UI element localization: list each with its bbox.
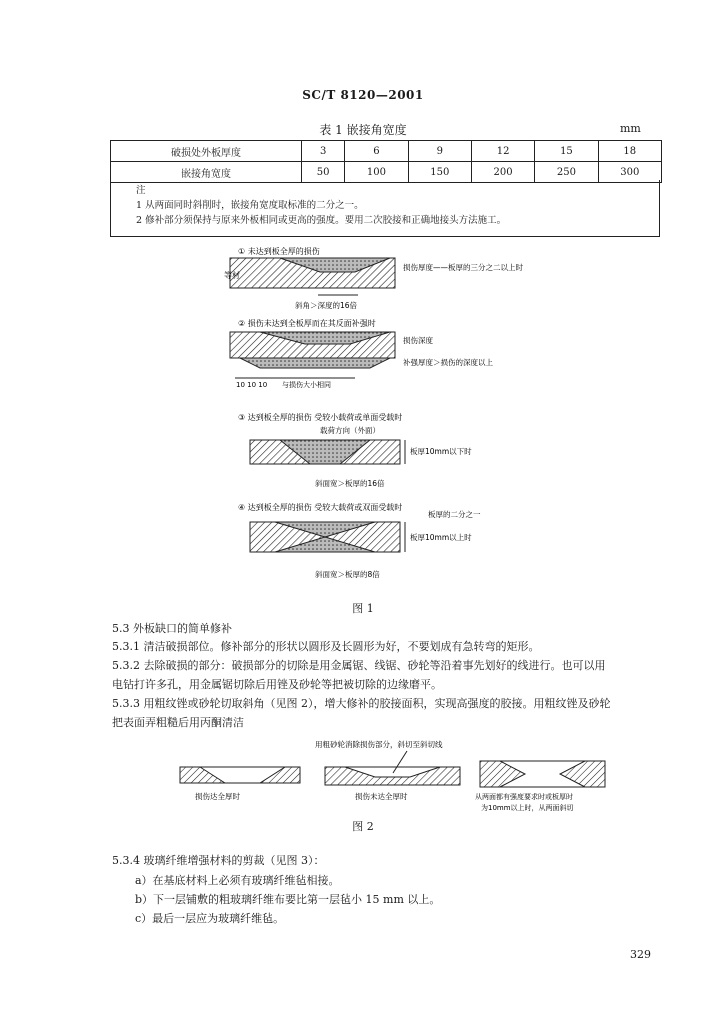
item-b: b）下一层铺敷的粗玻璃纤维布要比第一层毡小 15 mm 以上。 xyxy=(135,893,441,906)
row-label: 嵌接角宽度 xyxy=(111,162,302,183)
table-cell: 100 xyxy=(345,162,408,183)
d4-title: ④ 达到板全厚的损伤 受较大载荷或双面受载时 xyxy=(238,503,403,512)
table-cell: 6 xyxy=(345,141,408,162)
d1-left-label: 等材 xyxy=(224,271,240,280)
figure-2-caption: 图 2 xyxy=(352,820,374,833)
fig2-right-label-1: 从两面都有强度要求时或板厚时 xyxy=(475,793,573,801)
fig2-mid-label: 损伤未达全厚时 xyxy=(355,792,408,801)
d3-right-label: 板厚10mm以下时 xyxy=(410,447,472,456)
notes-title: 注 xyxy=(136,185,146,196)
d2-patch-label: 补强厚度＞损伤的深度以上 xyxy=(403,358,493,367)
table-cell: 50 xyxy=(302,162,345,183)
d2-title: ② 损伤未达到全板厚而在其反面补强时 xyxy=(238,319,376,328)
table-cell: 3 xyxy=(302,141,345,162)
table-cell: 12 xyxy=(471,141,534,162)
row-label: 破损处外板厚度 xyxy=(111,141,302,162)
section-5-3-4: 5.3.4 玻璃纤维增强材料的剪裁（见图 3）： xyxy=(112,854,325,867)
d2-depth-label: 损伤深度 xyxy=(403,336,433,345)
d1-right-label: 损伤厚度——板厚的三分之二以上时 xyxy=(403,263,523,272)
d3-bottom-label: 斜面宽＞板厚的16倍 xyxy=(315,479,385,488)
section-5-3-3-line2: 把表面弄粗糙后用丙酮清洁 xyxy=(112,716,244,729)
item-c: c）最后一层应为玻璃纤维毡。 xyxy=(135,912,285,925)
section-5-3: 5.3 外板缺口的简单修补 xyxy=(112,622,232,635)
d4-half-label: 板厚的二分之一 xyxy=(428,510,481,519)
fig2-left-label: 损伤达全厚时 xyxy=(195,792,240,801)
table-cell: 9 xyxy=(408,141,471,162)
table-cell: 250 xyxy=(535,162,598,183)
standard-number: SC/T 8120—2001 xyxy=(302,88,424,102)
figure-2-bevel-diagrams xyxy=(175,735,615,815)
fig2-right-label-2: 为10mm以上时，从两面斜切 xyxy=(481,804,574,812)
table-cell: 150 xyxy=(408,162,471,183)
table-cell: 300 xyxy=(598,162,661,183)
table-unit: mm xyxy=(620,122,641,135)
figure-1-caption: 图 1 xyxy=(352,602,374,615)
note-item: 2 修补部分须保持与原来外板相同或更高的强度。要用二次胶接和正确地接头方法施工。 xyxy=(136,215,507,226)
d1-title: ① 未达到板全厚的损伤 xyxy=(238,247,320,256)
d1-bottom-label: 斜角＞深度的16倍 xyxy=(295,301,358,310)
page-number: 329 xyxy=(630,948,651,961)
bevel-width-table xyxy=(110,140,662,183)
section-5-3-2-line2: 电钻打许多孔，用金属锯切除后用锉及砂轮等把被切除的边缘磨平。 xyxy=(112,678,442,691)
section-5-3-3-line1: 5.3.3 用粗纹锉或砂轮切取斜角（见图 2），增大修补的胶接面积，实现高强度的胶接。用粗纹锉及砂轮 xyxy=(112,697,611,710)
figure-1-repair-diagrams xyxy=(200,240,560,590)
d2-size-label: 与损伤大小相同 xyxy=(282,381,331,389)
section-5-3-2-line1: 5.3.2 去除破损的部分：破损部分的切除是用金属锯、线锯、砂轮等沿着事先划好的线进行。也可以用 xyxy=(112,659,606,672)
table-row xyxy=(111,141,662,162)
table-notes xyxy=(110,180,660,237)
d4-right-label: 板厚10mm以上时 xyxy=(410,533,472,542)
table-cell: 15 xyxy=(535,141,598,162)
table-cell: 200 xyxy=(471,162,534,183)
table-caption: 表 1 嵌接角宽度 xyxy=(319,123,407,137)
note-item: 1 从两面同时斜削时，嵌接角宽度取标准的二分之一。 xyxy=(136,200,364,211)
section-5-3-1: 5.3.1 清洁破损部位。修补部分的形状以圆形及长圆形为好，不要划成有急转弯的矩形。 xyxy=(112,640,540,653)
table-cell: 18 xyxy=(598,141,661,162)
d2-dims: 10 10 10 xyxy=(236,381,268,389)
d2-patch xyxy=(240,358,390,368)
d3-direction-label: 载荷方向（外面） xyxy=(320,426,380,435)
fig2-top-label: 用粗砂轮消除损伤部分，斜切至斜切线 xyxy=(315,740,443,749)
d3-title: ③ 达到板全厚的损伤 受较小载荷或单面受载时 xyxy=(238,413,403,422)
item-a: a）在基底材料上必须有玻璃纤维毡相接。 xyxy=(135,874,340,887)
d4-bottom-label: 斜面宽＞板厚的8倍 xyxy=(315,570,380,579)
